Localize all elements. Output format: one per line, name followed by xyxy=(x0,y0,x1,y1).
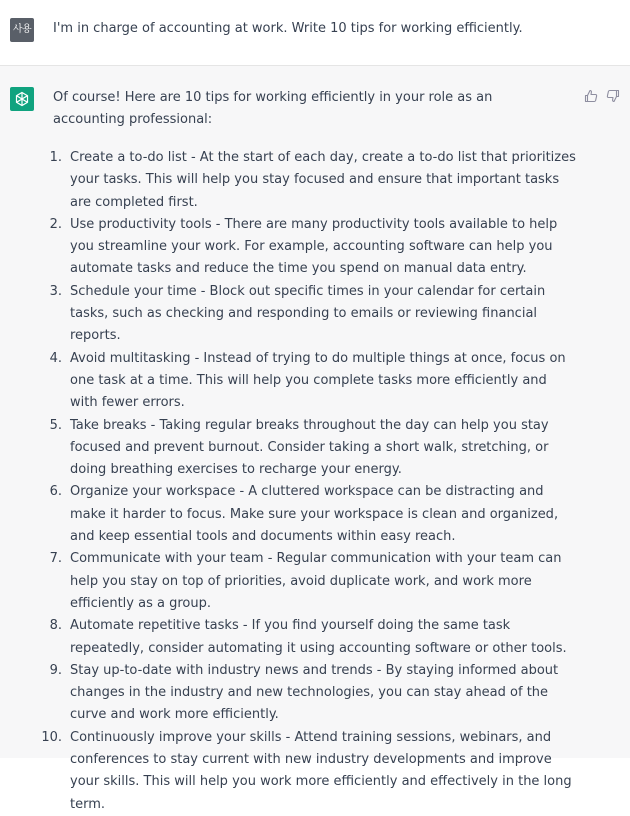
tips-list xyxy=(38,147,578,816)
list-item xyxy=(38,660,578,727)
list-item-text: Organize your workspace - A cluttered workspace can be distracting and make it harder to focus. Make sure your workspace is clean and organized, and keep essential tools and documents within easy reach. xyxy=(70,484,559,545)
list-item-text: Create a to-do list - At the start of each day, create a to-do list that prioritizes your tasks. This will help you stay focused and ensure that important tasks are completed first. xyxy=(70,150,576,210)
list-item xyxy=(38,615,578,660)
list-item-text: Communicate with your team - Regular communication with your team can help you stay on top of priorities, avoid duplicate work, and work more efficiently as a group. xyxy=(70,551,562,611)
list-item-number: 8. xyxy=(49,618,62,634)
list-item-number: 7. xyxy=(49,551,62,567)
list-item xyxy=(38,214,578,281)
user-avatar: 사용 xyxy=(10,18,34,42)
list-item-number: 4. xyxy=(49,350,62,366)
list-item-text: Stay up-to-date with industry news and trends - By staying informed about changes in the industry and new technologies, you can stay ahead of the curve and work more efficiently. xyxy=(70,662,559,723)
list-item-text: Take breaks - Taking regular breaks throughout the day can help you stay focused and prevent burnout. Consider taking a short walk, stretching, or doing breathing exercises to recharge your energy. xyxy=(70,417,549,478)
list-item xyxy=(38,281,578,348)
assistant-message-row xyxy=(0,66,630,812)
list-item-text: Automate repetitive tasks - If you find yourself doing the same task repeatedly, consider automating it using accounting software or other tools. xyxy=(70,618,567,656)
list-item-number: 5. xyxy=(49,417,62,433)
list-item xyxy=(38,548,578,615)
list-item xyxy=(38,481,578,548)
list-item-text: Use productivity tools - There are many productivity tools available to help you streamline your work. For example, accounting software can help you automate tasks and reduce the time you spend on manual data entry. xyxy=(70,216,558,277)
list-item xyxy=(38,348,578,415)
list-item xyxy=(38,147,578,214)
openai-logo-icon xyxy=(10,87,34,111)
list-item-text: Continuously improve your skills - Attend training sessions, webinars, and conferences to stay current with new industry developments and improve your skills. This will help you work more efficiently and effectively in the long term. xyxy=(70,729,572,812)
list-item-number: 1. xyxy=(49,150,62,165)
user-message-text: I'm in charge of accounting at work. Write 10 tips for working efficiently. xyxy=(53,21,523,36)
list-item-text: Schedule your time - Block out specific times in your calendar for certain tasks, such as checking and responding to emails or reviewing financial reports. xyxy=(70,283,546,344)
list-item-number: 3. xyxy=(49,283,62,299)
list-item-number: 10. xyxy=(41,729,62,745)
list-item-number: 6. xyxy=(49,484,62,500)
list-item xyxy=(38,415,578,482)
list-item-number: 9. xyxy=(49,662,62,678)
thumbs-up-icon[interactable] xyxy=(584,88,598,102)
list-item-text: Avoid multitasking - Instead of trying to do multiple things at once, focus on one task at a time. This will help you complete tasks more efficiently and with fewer errors. xyxy=(70,350,566,411)
user-message-row xyxy=(0,0,630,66)
list-item-number: 2. xyxy=(49,216,62,232)
thumbs-down-icon[interactable] xyxy=(606,88,620,102)
assistant-intro-text: Of course! Here are 10 tips for working efficiently in your role as an accounting professional: xyxy=(53,90,493,128)
list-item xyxy=(38,727,578,816)
